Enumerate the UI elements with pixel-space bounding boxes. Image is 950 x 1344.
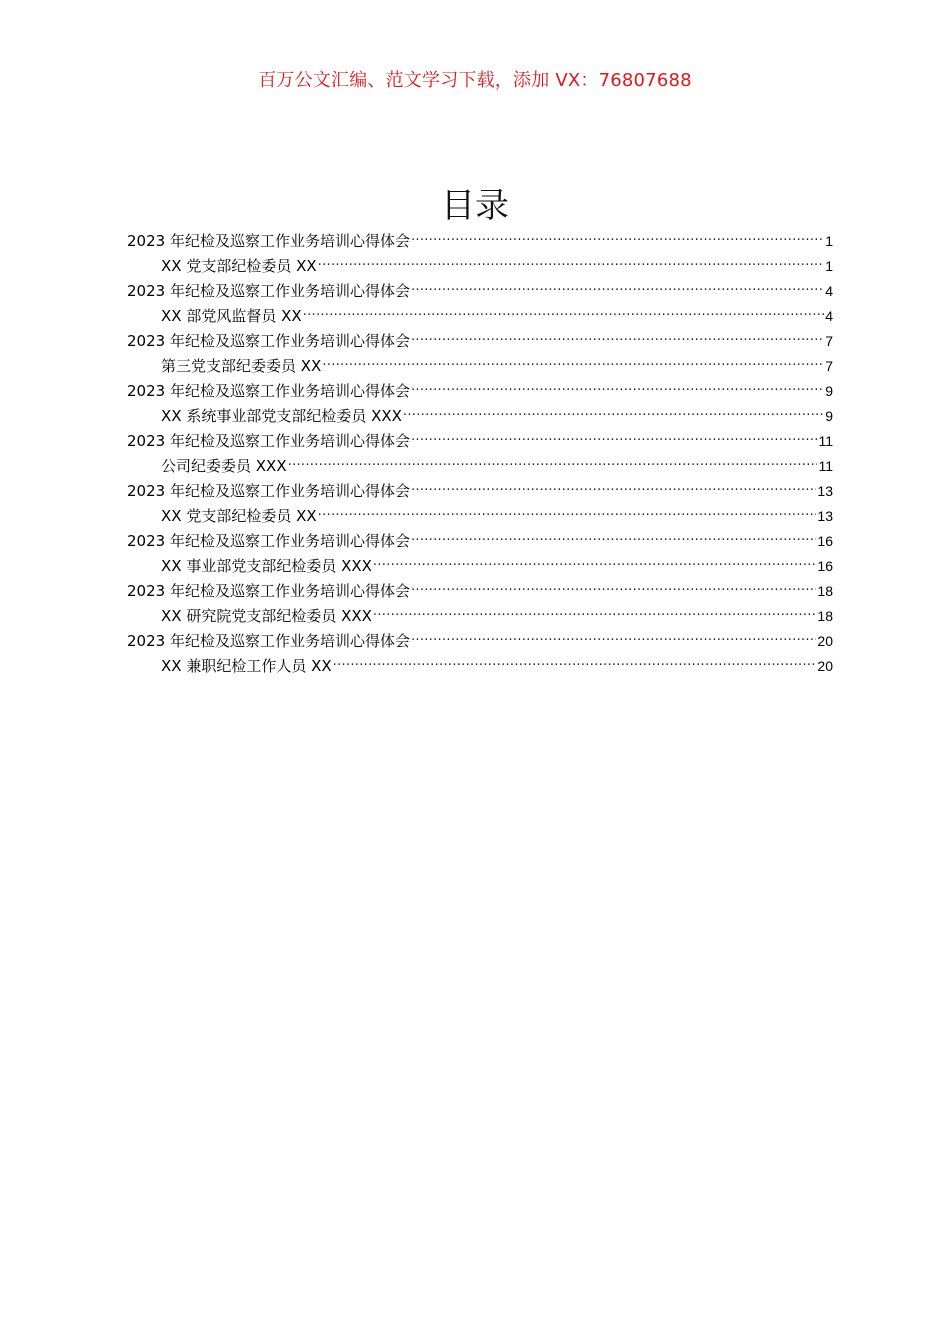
- toc-entry[interactable]: [127, 529, 833, 554]
- toc-entry-text: XX 研究院党支部纪检委员 XXX: [161, 607, 372, 625]
- toc-page-number: 9: [825, 408, 833, 424]
- toc-entry[interactable]: [127, 354, 833, 379]
- toc-entry-text: 2023 年纪检及巡察工作业务培训心得体会: [127, 382, 410, 400]
- dot-leader: [411, 631, 816, 646]
- toc-entry[interactable]: [127, 254, 833, 279]
- toc-entry-text: 第三党支部纪委委员 XX: [161, 357, 322, 375]
- dot-leader: [411, 531, 816, 546]
- toc-entry-text: 公司纪委委员 XXX: [161, 457, 287, 475]
- dot-leader: [411, 431, 818, 446]
- table-of-contents: [127, 229, 833, 679]
- dot-leader: [411, 231, 824, 246]
- toc-entry[interactable]: [127, 329, 833, 354]
- toc-page-number: 11: [818, 433, 833, 449]
- dot-leader: [411, 381, 824, 396]
- toc-page-number: 11: [818, 458, 833, 474]
- toc-page-number: 4: [825, 283, 833, 299]
- toc-page-number: 4: [825, 308, 833, 324]
- toc-page-number: 9: [825, 383, 833, 399]
- dot-leader: [373, 606, 817, 621]
- toc-page-number: 1: [825, 233, 833, 249]
- toc-page-number: 13: [817, 508, 833, 524]
- toc-title: 目录: [441, 186, 509, 226]
- toc-entry-text: XX 部党风监督员 XX: [161, 307, 302, 325]
- toc-entry-text: 2023 年纪检及巡察工作业务培训心得体会: [127, 232, 410, 250]
- toc-page-number: 7: [825, 358, 833, 374]
- toc-entry[interactable]: [127, 454, 833, 479]
- toc-entry[interactable]: [127, 229, 833, 254]
- dot-leader: [411, 331, 824, 346]
- toc-entry-text: 2023 年纪检及巡察工作业务培训心得体会: [127, 632, 410, 650]
- toc-page-number: 7: [825, 333, 833, 349]
- toc-page-number: 16: [817, 558, 833, 574]
- dot-leader: [303, 306, 825, 321]
- toc-entry-text: XX 事业部党支部纪检委员 XXX: [161, 557, 372, 575]
- dot-leader: [318, 256, 825, 271]
- toc-entry-text: XX 兼职纪检工作人员 XX: [161, 657, 332, 675]
- toc-entry[interactable]: [127, 479, 833, 504]
- toc-entry[interactable]: [127, 304, 833, 329]
- toc-entry-text: 2023 年纪检及巡察工作业务培训心得体会: [127, 582, 410, 600]
- toc-page-number: 1: [825, 258, 833, 274]
- toc-page-number: 18: [817, 583, 833, 599]
- toc-page-number: 20: [817, 658, 833, 674]
- toc-entry[interactable]: [127, 604, 833, 629]
- toc-page-number: 18: [817, 608, 833, 624]
- toc-entry[interactable]: [127, 504, 833, 529]
- toc-page-number: 20: [817, 633, 833, 649]
- toc-entry[interactable]: [127, 554, 833, 579]
- toc-entry[interactable]: [127, 429, 833, 454]
- header-watermark-note: 百万公文汇编、范文学习下载，添加 VX：76807688: [258, 70, 692, 91]
- toc-entry-text: XX 系统事业部党支部纪检委员 XXX: [161, 407, 402, 425]
- toc-entry[interactable]: [127, 279, 833, 304]
- toc-entry[interactable]: [127, 379, 833, 404]
- toc-entry-text: 2023 年纪检及巡察工作业务培训心得体会: [127, 282, 410, 300]
- toc-entry-text: XX 党支部纪检委员 XX: [161, 257, 317, 275]
- dot-leader: [288, 456, 818, 471]
- toc-entry[interactable]: [127, 579, 833, 604]
- toc-entry[interactable]: [127, 629, 833, 654]
- toc-entry-text: 2023 年纪检及巡察工作业务培训心得体会: [127, 532, 410, 550]
- toc-entry[interactable]: [127, 404, 833, 429]
- dot-leader: [411, 281, 824, 296]
- toc-page-number: 13: [817, 483, 833, 499]
- dot-leader: [411, 581, 816, 596]
- dot-leader: [403, 406, 824, 421]
- dot-leader: [411, 481, 816, 496]
- toc-entry-text: 2023 年纪检及巡察工作业务培训心得体会: [127, 432, 410, 450]
- toc-entry-text: 2023 年纪检及巡察工作业务培训心得体会: [127, 482, 410, 500]
- toc-page-number: 16: [817, 533, 833, 549]
- toc-entry[interactable]: [127, 654, 833, 679]
- dot-leader: [318, 506, 817, 521]
- toc-entry-text: 2023 年纪检及巡察工作业务培训心得体会: [127, 332, 410, 350]
- dot-leader: [322, 356, 824, 371]
- dot-leader: [333, 656, 817, 671]
- toc-entry-text: XX 党支部纪检委员 XX: [161, 507, 317, 525]
- dot-leader: [373, 556, 817, 571]
